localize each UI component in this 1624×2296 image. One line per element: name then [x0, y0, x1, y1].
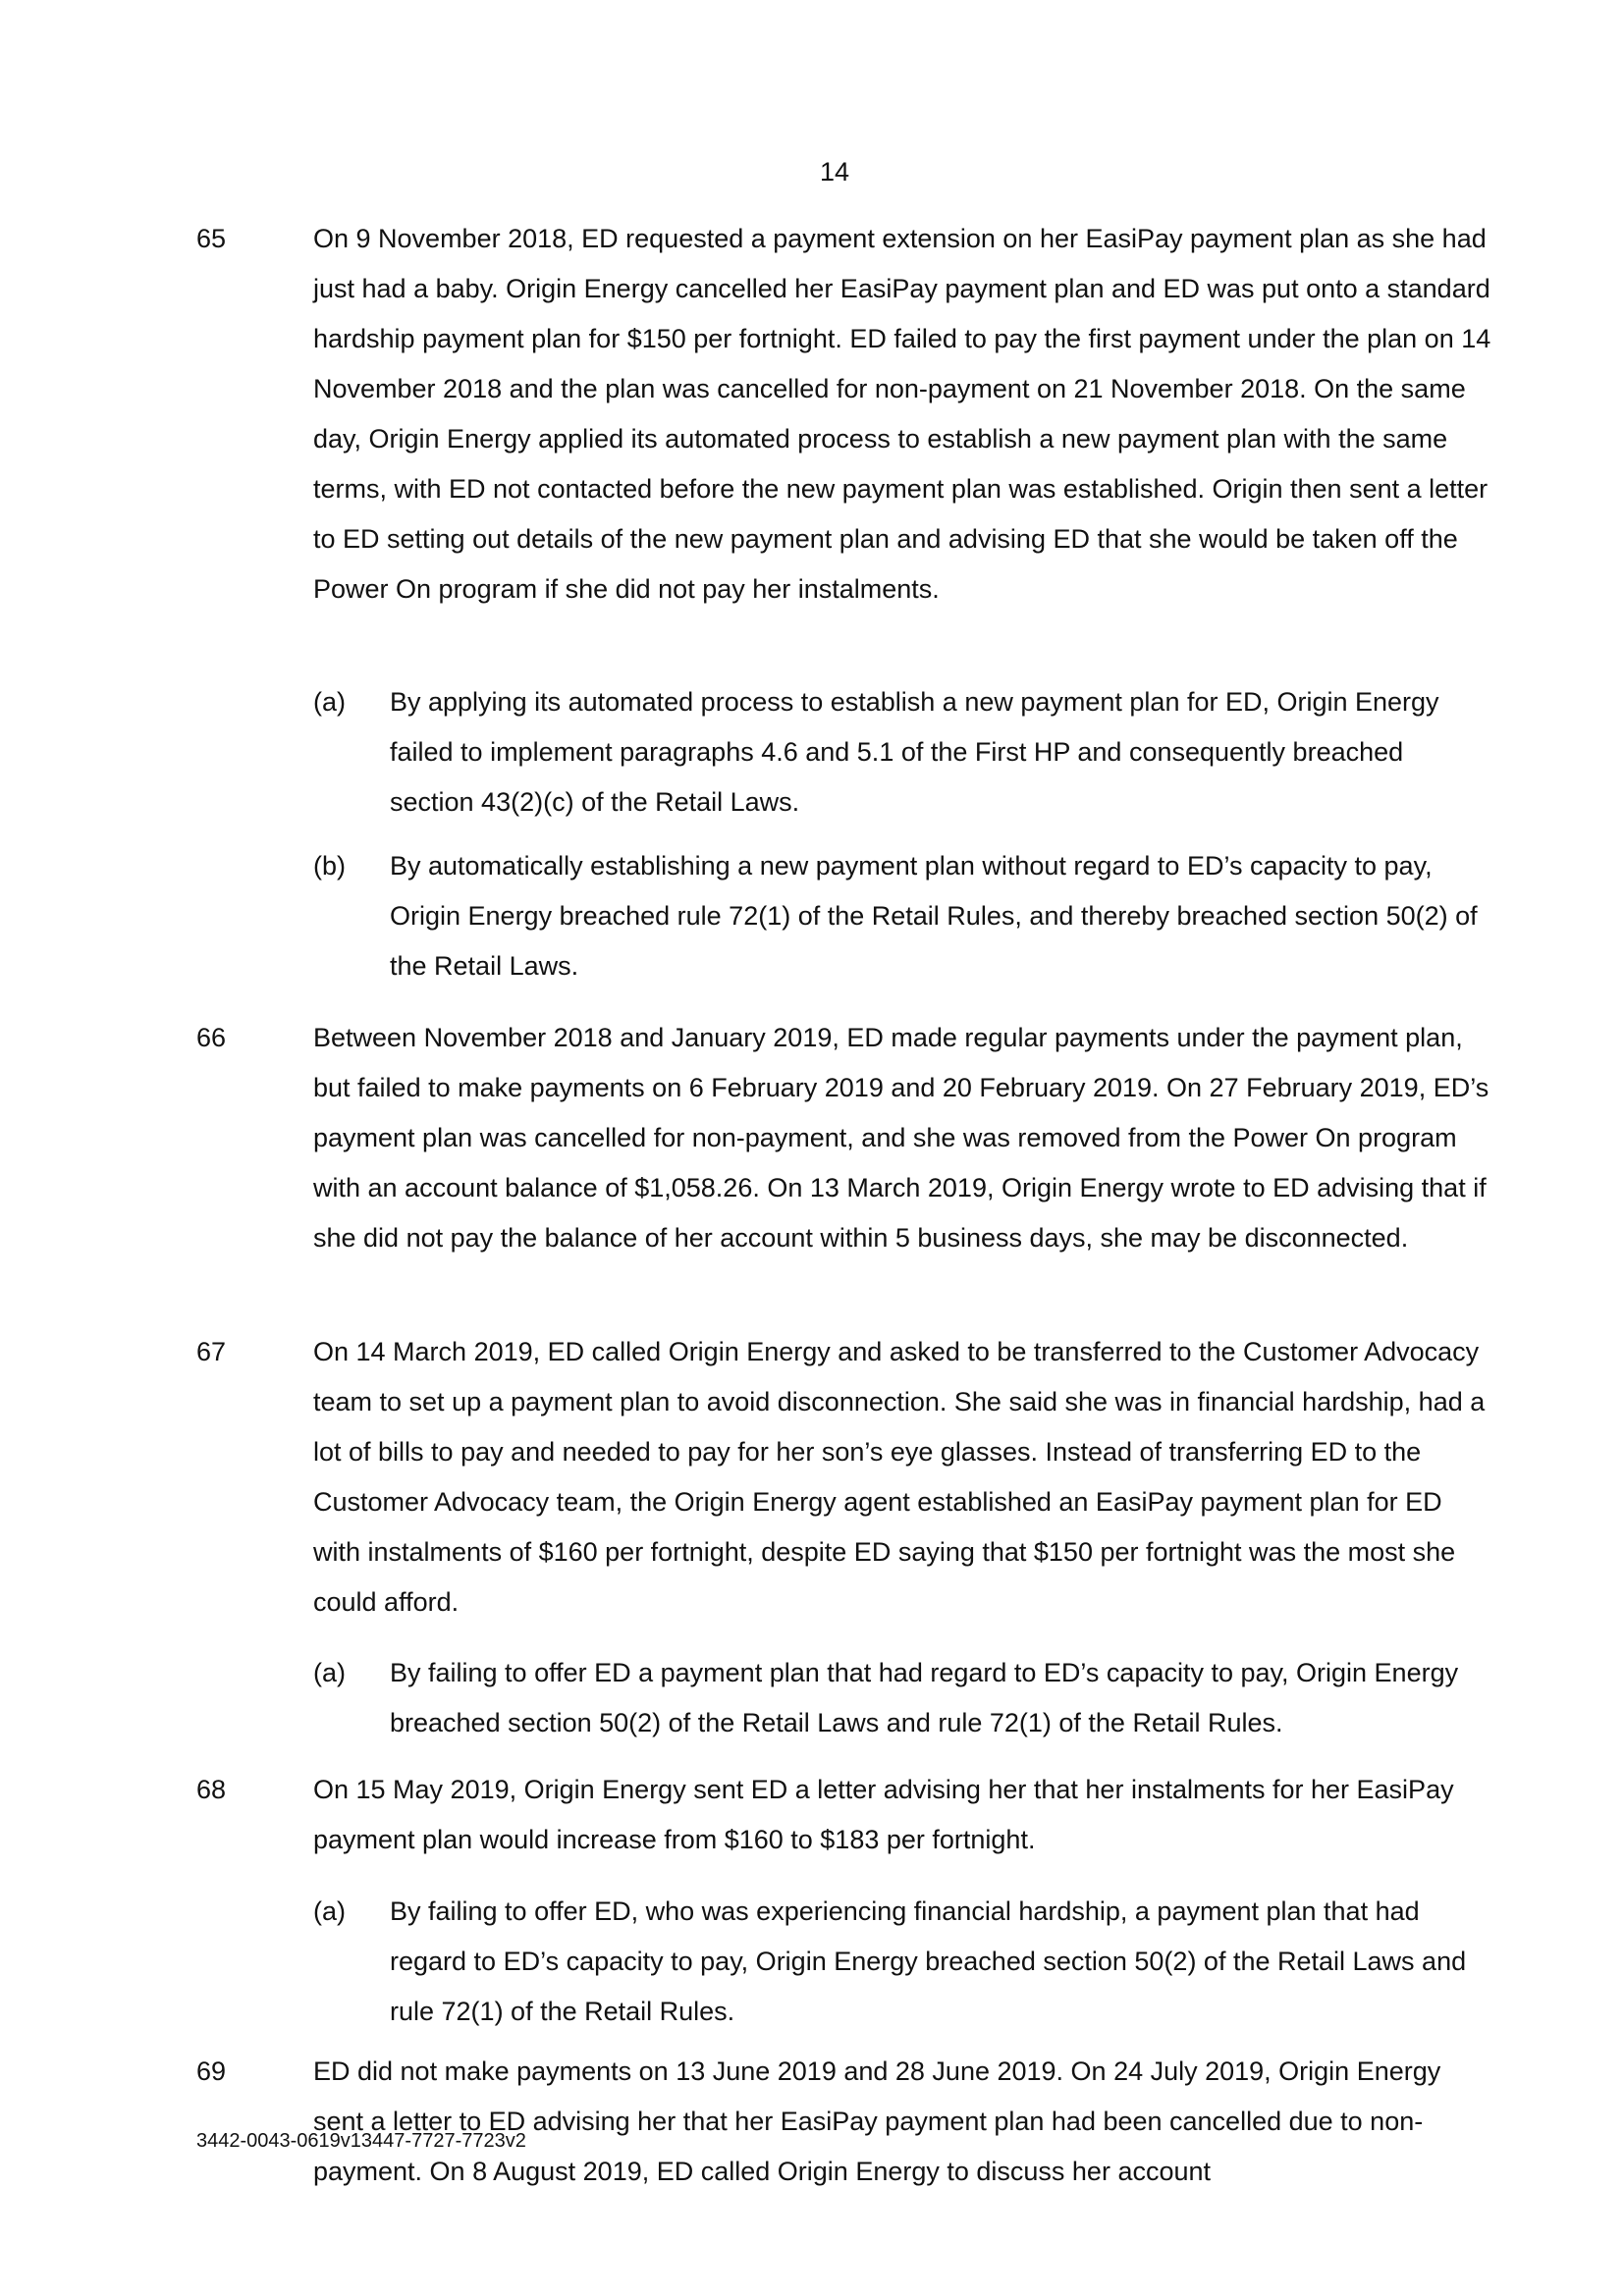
- page-number: 14: [819, 157, 850, 187]
- subparagraph-67-a: [313, 1648, 1482, 1748]
- subparagraph-65-b: [313, 841, 1482, 991]
- paragraph-number: 65: [196, 224, 227, 253]
- subparagraph-text: By applying its automated process to establish a new payment plan for ED, Origin Energy failed to implement paragraphs 4.6 and 5.1 of the First HP and consequently breached section 43(2)(c) of the Retail Laws.: [390, 687, 1439, 817]
- subparagraph-label: (a): [313, 1658, 346, 1687]
- paragraph-65: [196, 214, 1492, 614]
- paragraph-number: 67: [196, 1337, 227, 1366]
- paragraph-number: 68: [196, 1775, 227, 1804]
- subparagraph-label: (a): [313, 687, 346, 717]
- subparagraph-text: By failing to offer ED, who was experiencing financial hardship, a payment plan that had regard to ED’s capacity to pay, Origin Energy breached section 50(2) of the Retail Laws and rule 72(1) of the Retail Rules.: [390, 1896, 1467, 2026]
- subparagraph-65-a: [313, 677, 1482, 828]
- subparagraph-label: (b): [313, 851, 346, 881]
- subparagraph-text: By failing to offer ED a payment plan that had regard to ED’s capacity to pay, Origin Energy breached section 50(2) of the Retail Laws and rule 72(1) of the Retail Rules.: [390, 1658, 1459, 1737]
- subparagraph-68-a: [313, 1887, 1482, 2037]
- paragraph-67: [196, 1327, 1492, 1628]
- paragraph-69: [196, 2047, 1492, 2197]
- paragraph-number: 66: [196, 1023, 227, 1052]
- paragraph-66: [196, 1013, 1492, 1263]
- paragraph-text: On 15 May 2019, Origin Energy sent ED a letter advising her that her instalments for her EasiPay payment plan would increase from $160 to $183 per fortnight.: [313, 1775, 1454, 1854]
- paragraph-text: On 9 November 2018, ED requested a payment extension on her EasiPay payment plan as she had just had a baby. Origin Energy cancelled her EasiPay payment plan and ED was put onto a standard hardship payment plan for $150 per fortnight. ED failed to pay the first payment under the plan on 14 November 2018 and the plan was cancelled for non-payment on 21 November 2018. On the same day, Origin Energy applied its automated process to establish a new payment plan with the same terms, with ED not contacted before the new payment plan was established. Origin then sent a letter to ED setting out details of the new payment plan and advising ED that she would be taken off the Power On program if she did not pay her instalments.: [313, 224, 1491, 604]
- document-reference-footer: 3442-0043-0619v13447-7727-7723v2: [196, 2130, 526, 2152]
- subparagraph-label: (a): [313, 1896, 346, 1926]
- paragraph-68: [196, 1765, 1492, 1865]
- paragraph-text: Between November 2018 and January 2019, ED made regular payments under the payment plan, but failed to make payments on 6 February 2019 and 20 February 2019. On 27 February 2019, ED’s payment plan was cancelled for non-payment, and she was removed from the Power On program with an account balance of $1,058.26. On 13 March 2019, Origin Energy wrote to ED advising that if she did not pay the balance of her account within 5 business days, she may be disconnected.: [313, 1023, 1489, 1253]
- paragraph-text: ED did not make payments on 13 June 2019 and 28 June 2019. On 24 July 2019, Origin Energy sent a letter to ED advising her that her EasiPay payment plan had been cancelled due to non-payment. On 8 August 2019, ED called Origin Energy to discuss her account: [313, 2056, 1441, 2186]
- subparagraph-text: By automatically establishing a new payment plan without regard to ED’s capacity to pay, Origin Energy breached rule 72(1) of the Retail Rules, and thereby breached section 50(2) of the Retail Laws.: [390, 851, 1478, 981]
- paragraph-number: 69: [196, 2056, 227, 2086]
- paragraph-text: On 14 March 2019, ED called Origin Energy and asked to be transferred to the Customer Advocacy team to set up a payment plan to avoid disconnection. She said she was in financial hardship, had a lot of bills to pay and needed to pay for her son’s eye glasses. Instead of transferring ED to the Customer Advocacy team, the Origin Energy agent established an EasiPay payment plan for ED with instalments of $160 per fortnight, despite ED saying that $150 per fortnight was the most she could afford.: [313, 1337, 1486, 1617]
